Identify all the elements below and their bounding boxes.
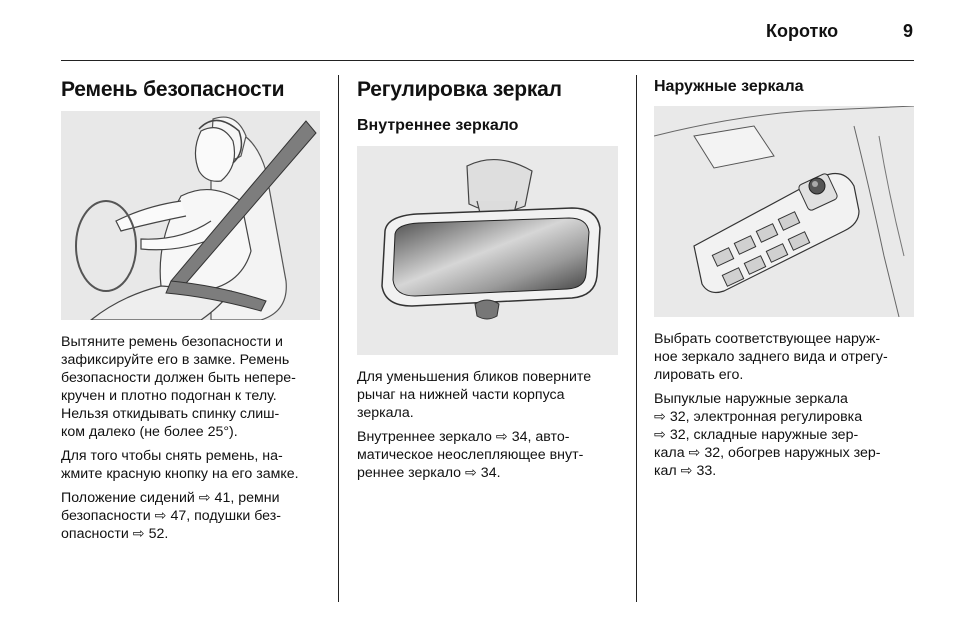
text-line: ное зеркало заднего вида и отрегу- bbox=[654, 349, 888, 365]
column-mirrors bbox=[357, 78, 562, 102]
subheading-exterior-mirrors: Наружные зеркала bbox=[654, 78, 804, 95]
exterior-mirrors-text bbox=[654, 330, 888, 486]
column-seatbelt bbox=[61, 78, 284, 102]
paragraph bbox=[61, 489, 299, 543]
text-line: лировать его. bbox=[654, 367, 744, 383]
text-line: кала ⇨ 32, обогрев наружных зер- bbox=[654, 445, 881, 461]
text-line: рычаг на нижней части корпуса bbox=[357, 387, 565, 403]
text-line: ком далеко (не более 25°). bbox=[61, 424, 238, 440]
page-number: 9 bbox=[903, 21, 914, 41]
text-line: зафиксируйте его в замке. Ремень bbox=[61, 352, 290, 368]
exterior-mirror-switch-illustration bbox=[654, 106, 914, 317]
text-line: ⇨ 32, электронная регулировка bbox=[654, 409, 863, 425]
interior-mirror-illustration bbox=[357, 146, 618, 355]
paragraph bbox=[61, 333, 299, 441]
text-line: реннее зеркало ⇨ 34. bbox=[357, 465, 501, 481]
text-line: Положение сидений ⇨ 41, ремни bbox=[61, 490, 280, 506]
text-line: безопасности должен быть непере- bbox=[61, 370, 296, 386]
paragraph bbox=[654, 390, 888, 480]
column-exterior-mirrors bbox=[654, 78, 804, 96]
text-line: зеркала. bbox=[357, 405, 414, 421]
text-line: опасности ⇨ 52. bbox=[61, 526, 169, 542]
paragraph bbox=[357, 368, 591, 422]
text-line: кручен и плотно подогнан к телу. bbox=[61, 388, 277, 404]
text-line: Вытяните ремень безопасности и bbox=[61, 334, 283, 350]
text-line: Для того чтобы снять ремень, на- bbox=[61, 448, 283, 464]
column-divider bbox=[338, 75, 339, 602]
mirrors-text bbox=[357, 368, 591, 488]
text-line: Выпуклые наружные зеркала bbox=[654, 391, 848, 407]
text-line: кал ⇨ 33. bbox=[654, 463, 717, 479]
text-line: Для уменьшения бликов поверните bbox=[357, 369, 592, 385]
text-line: Нельзя откидывать спинку слиш- bbox=[61, 406, 280, 422]
heading-seatbelt: Ремень безопасности bbox=[61, 78, 285, 101]
paragraph bbox=[61, 447, 299, 483]
paragraph bbox=[654, 330, 888, 384]
seatbelt-illustration bbox=[61, 111, 320, 320]
seatbelt-text bbox=[61, 333, 299, 549]
text-line: Внутреннее зеркало ⇨ 34, авто- bbox=[357, 429, 570, 445]
subheading-interior-mirror: Внутреннее зеркало bbox=[357, 117, 519, 134]
column-divider bbox=[636, 75, 637, 602]
header-divider bbox=[61, 60, 914, 61]
text-line: матическое неослепляющее внут- bbox=[357, 447, 584, 463]
paragraph bbox=[357, 428, 591, 482]
section-title: Коротко bbox=[766, 21, 839, 41]
text-line: безопасности ⇨ 47, подушки без- bbox=[61, 508, 281, 524]
text-line: жмите красную кнопку на его замке. bbox=[61, 466, 299, 482]
text-line: ⇨ 32, складные наружные зер- bbox=[654, 427, 859, 443]
subheading-wrap bbox=[357, 117, 518, 135]
heading-mirrors: Регулировка зеркал bbox=[357, 78, 562, 101]
text-line: Выбрать соответствующее наруж- bbox=[654, 331, 881, 347]
